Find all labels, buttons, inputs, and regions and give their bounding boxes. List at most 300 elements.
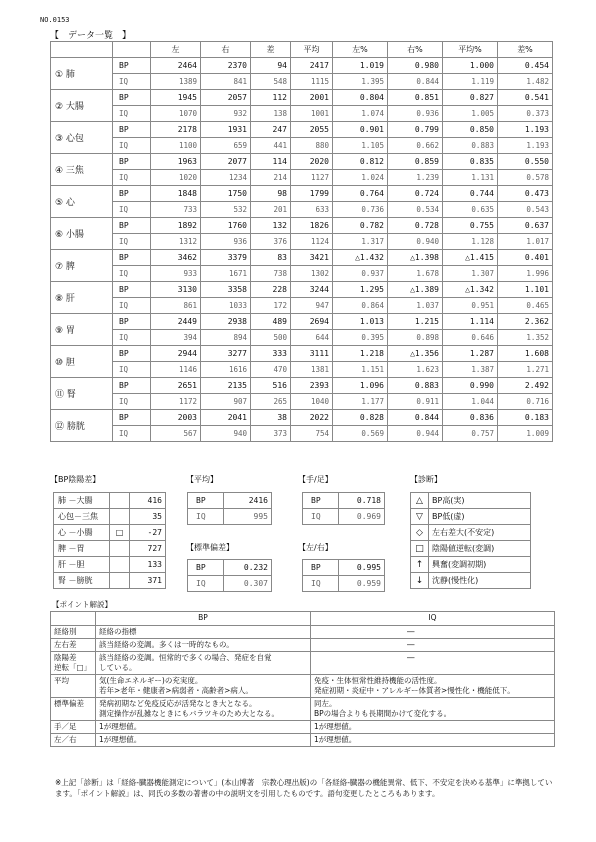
table-row <box>411 573 531 589</box>
table-cell: 1.009 <box>498 426 553 442</box>
table-cell: 3421 <box>291 250 333 266</box>
table-cell: 1.101 <box>498 282 553 298</box>
diagnosis-symbol-icon: ↓ <box>411 573 429 589</box>
point-text: 1が理想値。 <box>96 721 311 734</box>
table-cell: 2077 <box>201 154 251 170</box>
table-row <box>51 186 553 202</box>
table-cell: 1760 <box>201 218 251 234</box>
table-cell: 133 <box>130 557 166 573</box>
table-row <box>51 330 553 346</box>
table-row <box>51 362 553 378</box>
reversal-mark <box>110 509 130 525</box>
reversal-mark <box>110 573 130 589</box>
table-cell: 1.193 <box>498 122 553 138</box>
pair-name: 肝 －胆 <box>54 557 110 573</box>
handfoot-iq: 0.969 <box>339 509 385 525</box>
point-text: 免疫・生体恒常性維持機能の活性度。 発症初期・炎症中・アレルギー体質者>慢性化・機能低下。 <box>311 675 555 698</box>
table-cell: 35 <box>130 509 166 525</box>
table-row <box>411 557 531 573</box>
reading-type: BP <box>113 282 151 298</box>
table-cell: 3379 <box>201 250 251 266</box>
table-row <box>51 298 553 314</box>
table-cell: 38 <box>251 410 291 426</box>
table-cell: 373 <box>251 426 291 442</box>
table-cell: 738 <box>251 266 291 282</box>
table-row <box>51 410 553 426</box>
table-cell: 3244 <box>291 282 333 298</box>
table-cell: 0.724 <box>388 186 443 202</box>
table-cell: 371 <box>130 573 166 589</box>
table-cell: 2.362 <box>498 314 553 330</box>
table-cell: 228 <box>251 282 291 298</box>
table-cell: 1146 <box>151 362 201 378</box>
point-text: 気(生命エネルギー)の充実度。 若年>老年・健康者>病弱者・高齢者>病人。 <box>96 675 311 698</box>
table-cell: 2944 <box>151 346 201 362</box>
table-cell: 947 <box>291 298 333 314</box>
table-cell: 0.578 <box>498 170 553 186</box>
diagnosis-symbol-icon: ↑ <box>411 557 429 573</box>
table-cell: 1848 <box>151 186 201 202</box>
table-cell: 1.287 <box>443 346 498 362</box>
point-label: 左／右 <box>51 734 96 747</box>
table-cell: 548 <box>251 74 291 90</box>
table-row <box>51 218 553 234</box>
table-cell: 727 <box>130 541 166 557</box>
table-cell: 1931 <box>201 122 251 138</box>
table-cell: 2938 <box>201 314 251 330</box>
col-header-bp: BP <box>96 612 311 626</box>
table-cell: 1070 <box>151 106 201 122</box>
table-cell: 633 <box>291 202 333 218</box>
table-row <box>51 250 553 266</box>
table-cell: 0.569 <box>333 426 388 442</box>
table-row <box>411 509 531 525</box>
reading-type: BP <box>113 314 151 330</box>
table-cell: 532 <box>201 202 251 218</box>
reading-type: IQ <box>113 234 151 250</box>
point-text: ― <box>311 626 555 639</box>
table-cell: 3111 <box>291 346 333 362</box>
table-cell: 0.980 <box>388 58 443 74</box>
diagnosis-symbol-icon: ◇ <box>411 525 429 541</box>
table-cell: 0.851 <box>388 90 443 106</box>
table-cell: 1.037 <box>388 298 443 314</box>
reading-type: BP <box>113 410 151 426</box>
table-row: BP 2416 <box>188 493 272 509</box>
table-cell: 1.307 <box>443 266 498 282</box>
table-row: IQ 995 <box>188 509 272 525</box>
table-cell: 0.454 <box>498 58 553 74</box>
reading-type: IQ <box>113 426 151 442</box>
reading-type: BP <box>113 58 151 74</box>
col-header: 差 <box>251 42 291 58</box>
table-cell: 2694 <box>291 314 333 330</box>
table-row <box>51 106 553 122</box>
diagnosis-text: 左右差大(不安定) <box>429 525 531 541</box>
table-cell: 214 <box>251 170 291 186</box>
pair-name: 心包－三焦 <box>54 509 110 525</box>
table-cell: 0.736 <box>333 202 388 218</box>
std-table <box>187 559 272 592</box>
table-cell: 1.352 <box>498 330 553 346</box>
points-header-row <box>51 612 555 626</box>
table-cell: 470 <box>251 362 291 378</box>
data-table <box>50 41 553 442</box>
organ-label: ⑥ 小腸 <box>51 218 113 250</box>
table-cell: 0.744 <box>443 186 498 202</box>
std-iq: 0.307 <box>224 576 272 592</box>
reading-type: IQ <box>113 74 151 90</box>
table-cell: 1.271 <box>498 362 553 378</box>
table-cell: 1312 <box>151 234 201 250</box>
organ-label: ⑨ 胃 <box>51 314 113 346</box>
table-cell: 861 <box>151 298 201 314</box>
reading-type: IQ <box>113 394 151 410</box>
diagnosis-symbol-icon: □ <box>411 541 429 557</box>
table-cell: 0.898 <box>388 330 443 346</box>
table-cell: 0.936 <box>388 106 443 122</box>
table-row <box>54 493 166 509</box>
std-bp: 0.232 <box>224 560 272 576</box>
table-cell: 1616 <box>201 362 251 378</box>
col-header: 左% <box>333 42 388 58</box>
table-cell: 2449 <box>151 314 201 330</box>
table-cell: 0.951 <box>443 298 498 314</box>
organ-label: ③ 心包 <box>51 122 113 154</box>
table-cell: 1389 <box>151 74 201 90</box>
table-row <box>51 675 555 698</box>
table-row <box>411 541 531 557</box>
table-row <box>51 202 553 218</box>
table-cell: 0.850 <box>443 122 498 138</box>
table-cell: 1.239 <box>388 170 443 186</box>
table-row <box>51 282 553 298</box>
footnote: ※上記「診断」は「経絡-臓器機能測定について」(本山博著 宗教心理出版)の「各経絡-臓器の機能異常、低下、不安定を決める基準」に準拠しています。「ポイント解説」は、同氏の多数の著書の中の説明文を引用したものです。語句変更したところもあります。 <box>55 778 553 798</box>
reading-type: BP <box>113 90 151 106</box>
table-row <box>51 721 555 734</box>
table-cell: 0.799 <box>388 122 443 138</box>
table-cell: 1.005 <box>443 106 498 122</box>
table-cell: 936 <box>201 234 251 250</box>
organ-label: ⑩ 胆 <box>51 346 113 378</box>
table-row <box>51 58 553 74</box>
col-header: 左 <box>151 42 201 58</box>
table-cell: 0.728 <box>388 218 443 234</box>
table-cell: 0.937 <box>333 266 388 282</box>
table-cell: 733 <box>151 202 201 218</box>
table-cell: 516 <box>251 378 291 394</box>
col-header: 平均% <box>443 42 498 58</box>
table-cell: 1115 <box>291 74 333 90</box>
table-row <box>51 639 555 652</box>
average-title: 【平均】 <box>186 475 218 484</box>
col-header: 平均 <box>291 42 333 58</box>
reversal-mark <box>110 493 130 509</box>
diagnosis-symbol-icon: △ <box>411 493 429 509</box>
leftright-title: 【左/右】 <box>298 543 333 552</box>
table-cell: △1.415 <box>443 250 498 266</box>
table-cell: 0.804 <box>333 90 388 106</box>
table-cell: 1.074 <box>333 106 388 122</box>
reading-type: IQ <box>113 138 151 154</box>
table-cell: 500 <box>251 330 291 346</box>
yinyang-table <box>53 492 166 589</box>
table-cell: 489 <box>251 314 291 330</box>
table-cell: 1172 <box>151 394 201 410</box>
reading-type: IQ <box>113 266 151 282</box>
table-cell: 2178 <box>151 122 201 138</box>
point-text: 1が理想値。 <box>311 721 555 734</box>
table-cell: 0.401 <box>498 250 553 266</box>
reading-type: BP <box>113 250 151 266</box>
table-cell: 265 <box>251 394 291 410</box>
organ-label: ⑪ 腎 <box>51 378 113 410</box>
table-cell: 894 <box>201 330 251 346</box>
table-cell: 2417 <box>291 58 333 74</box>
col-header: 右% <box>388 42 443 58</box>
organ-label: ⑧ 肝 <box>51 282 113 314</box>
point-label: 平均 <box>51 675 96 698</box>
table-cell: 376 <box>251 234 291 250</box>
table-cell: 0.990 <box>443 378 498 394</box>
point-text: 該当経絡の変調。恒常的で多くの場合、発症を自覚 している。 <box>96 652 311 675</box>
table-cell: 3277 <box>201 346 251 362</box>
table-cell: 1.623 <box>388 362 443 378</box>
section-heading-data-list: 【 データ一覧 】 <box>50 31 132 41</box>
table-cell: 1033 <box>201 298 251 314</box>
table-cell: 0.183 <box>498 410 553 426</box>
table-cell: 2651 <box>151 378 201 394</box>
table-cell: 1127 <box>291 170 333 186</box>
table-cell: △1.389 <box>388 282 443 298</box>
table-cell: 1.044 <box>443 394 498 410</box>
pair-name: 肺 －大腸 <box>54 493 110 509</box>
table-cell: 2003 <box>151 410 201 426</box>
diagnosis-legend-table <box>410 492 531 589</box>
table-cell: 247 <box>251 122 291 138</box>
diagnosis-title: 【診断】 <box>410 475 442 484</box>
table-row <box>51 394 553 410</box>
pair-name: 腎 －膀胱 <box>54 573 110 589</box>
average-table <box>187 492 272 525</box>
table-cell: 1.608 <box>498 346 553 362</box>
table-cell: 0.859 <box>388 154 443 170</box>
table-cell: 394 <box>151 330 201 346</box>
table-row: IQ 0.959 <box>303 576 385 592</box>
point-text: ― <box>311 639 555 652</box>
table-cell: 1892 <box>151 218 201 234</box>
table-cell: 1.996 <box>498 266 553 282</box>
point-text: 1が理想値。 <box>96 734 311 747</box>
table-cell: 1234 <box>201 170 251 186</box>
leftright-table <box>302 559 385 592</box>
diagnosis-text: BP低(虚) <box>429 509 531 525</box>
table-row <box>54 509 166 525</box>
table-cell: 0.764 <box>333 186 388 202</box>
reversal-mark: □ <box>110 525 130 541</box>
table-cell: 1.013 <box>333 314 388 330</box>
table-cell: 907 <box>201 394 251 410</box>
table-cell: 201 <box>251 202 291 218</box>
organ-label: ① 肺 <box>51 58 113 90</box>
table-row: IQ 0.307 <box>188 576 272 592</box>
table-cell: 1.024 <box>333 170 388 186</box>
table-row <box>54 557 166 573</box>
point-label: 標準偏差 <box>51 698 96 721</box>
reading-type: BP <box>113 346 151 362</box>
table-cell: 1.317 <box>333 234 388 250</box>
table-cell: 940 <box>201 426 251 442</box>
point-text: 発病初期など免疫反応が活発なとき大となる。 測定操作が乱雑なときにもバラツキのため大となる。 <box>96 698 311 721</box>
table-cell: 1.193 <box>498 138 553 154</box>
point-label: 左右差 <box>51 639 96 652</box>
table-cell: 0.828 <box>333 410 388 426</box>
table-cell: 933 <box>151 266 201 282</box>
table-cell: 0.944 <box>388 426 443 442</box>
table-cell: 0.543 <box>498 202 553 218</box>
table-cell: 1.017 <box>498 234 553 250</box>
table-cell: △1.342 <box>443 282 498 298</box>
organ-label: ② 大腸 <box>51 90 113 122</box>
table-cell: 659 <box>201 138 251 154</box>
table-cell: 0.662 <box>388 138 443 154</box>
table-cell: 0.757 <box>443 426 498 442</box>
points-table <box>50 611 555 747</box>
table-cell: △1.398 <box>388 250 443 266</box>
table-cell: 644 <box>291 330 333 346</box>
organ-label: ④ 三焦 <box>51 154 113 186</box>
col-header-iq: IQ <box>311 612 555 626</box>
table-cell: 0.812 <box>333 154 388 170</box>
table-cell: 3358 <box>201 282 251 298</box>
table-cell: 2.492 <box>498 378 553 394</box>
table-cell: △1.356 <box>388 346 443 362</box>
reversal-mark <box>110 557 130 573</box>
table-cell: 0.637 <box>498 218 553 234</box>
table-cell: 1.295 <box>333 282 388 298</box>
table-cell: 0.836 <box>443 410 498 426</box>
average-iq: 995 <box>224 509 272 525</box>
table-cell: 333 <box>251 346 291 362</box>
table-cell: 0.646 <box>443 330 498 346</box>
table-cell: 1.119 <box>443 74 498 90</box>
table-row: BP 0.718 <box>303 493 385 509</box>
table-cell: 1671 <box>201 266 251 282</box>
pair-name: 心 －小腸 <box>54 525 110 541</box>
table-row <box>51 266 553 282</box>
table-row <box>51 378 553 394</box>
table-cell: 1040 <box>291 394 333 410</box>
table-cell: 0.550 <box>498 154 553 170</box>
table-cell: 441 <box>251 138 291 154</box>
table-cell: 1.177 <box>333 394 388 410</box>
reading-type: IQ <box>113 298 151 314</box>
reading-type: BP <box>113 186 151 202</box>
table-row <box>54 525 166 541</box>
table-cell: 132 <box>251 218 291 234</box>
organ-label: ⑫ 膀胱 <box>51 410 113 442</box>
table-row <box>54 573 166 589</box>
point-text: 経絡の指標 <box>96 626 311 639</box>
table-cell: 1.105 <box>333 138 388 154</box>
table-cell: 0.864 <box>333 298 388 314</box>
table-row <box>51 314 553 330</box>
table-header-row <box>51 42 553 58</box>
organ-label: ⑤ 心 <box>51 186 113 218</box>
table-cell: 932 <box>201 106 251 122</box>
table-cell: 0.901 <box>333 122 388 138</box>
reading-type: IQ <box>113 170 151 186</box>
table-cell: 2135 <box>201 378 251 394</box>
table-row <box>51 734 555 747</box>
table-cell: 0.844 <box>388 410 443 426</box>
leftright-bp: 0.995 <box>339 560 385 576</box>
point-text: 該当経絡の変調。多くは一時的なもの。 <box>96 639 311 652</box>
table-cell: 1.019 <box>333 58 388 74</box>
table-cell: 1.482 <box>498 74 553 90</box>
table-cell: 0.911 <box>388 394 443 410</box>
table-cell: 2370 <box>201 58 251 74</box>
col-header: 右 <box>201 42 251 58</box>
table-cell: 1.151 <box>333 362 388 378</box>
reading-type: BP <box>113 154 151 170</box>
table-cell: 0.782 <box>333 218 388 234</box>
table-cell: 112 <box>251 90 291 106</box>
table-row <box>51 698 555 721</box>
table-cell: 138 <box>251 106 291 122</box>
table-cell: 1.395 <box>333 74 388 90</box>
table-row <box>51 346 553 362</box>
table-cell: 114 <box>251 154 291 170</box>
table-cell: 1750 <box>201 186 251 202</box>
table-cell: △1.432 <box>333 250 388 266</box>
reading-type: BP <box>113 122 151 138</box>
table-cell: 880 <box>291 138 333 154</box>
table-row <box>51 234 553 250</box>
table-cell: 0.940 <box>388 234 443 250</box>
organ-label: ⑦ 脾 <box>51 250 113 282</box>
table-cell: 0.883 <box>443 138 498 154</box>
handfoot-bp: 0.718 <box>339 493 385 509</box>
table-cell: 754 <box>291 426 333 442</box>
diagnosis-text: 陰陽値逆転(変調) <box>429 541 531 557</box>
table-cell: 3130 <box>151 282 201 298</box>
table-cell: 1.215 <box>388 314 443 330</box>
table-row <box>411 525 531 541</box>
points-title: 【ポイント解説】 <box>52 600 112 609</box>
handfoot-table <box>302 492 385 525</box>
diagnosis-text: BP高(実) <box>429 493 531 509</box>
table-row: BP 0.232 <box>188 560 272 576</box>
table-cell: 2022 <box>291 410 333 426</box>
table-cell: 0.835 <box>443 154 498 170</box>
diagnosis-symbol-icon: ▽ <box>411 509 429 525</box>
handfoot-title: 【手/足】 <box>298 475 333 484</box>
table-row <box>51 122 553 138</box>
reading-type: IQ <box>113 202 151 218</box>
average-bp: 2416 <box>224 493 272 509</box>
reading-type: BP <box>113 218 151 234</box>
table-row <box>51 74 553 90</box>
point-text: ― <box>311 652 555 675</box>
table-cell: 2055 <box>291 122 333 138</box>
table-row: IQ 0.969 <box>303 509 385 525</box>
table-cell: 0.827 <box>443 90 498 106</box>
table-row <box>411 493 531 509</box>
table-cell: 841 <box>201 74 251 90</box>
reading-type: IQ <box>113 106 151 122</box>
table-cell: 0.755 <box>443 218 498 234</box>
